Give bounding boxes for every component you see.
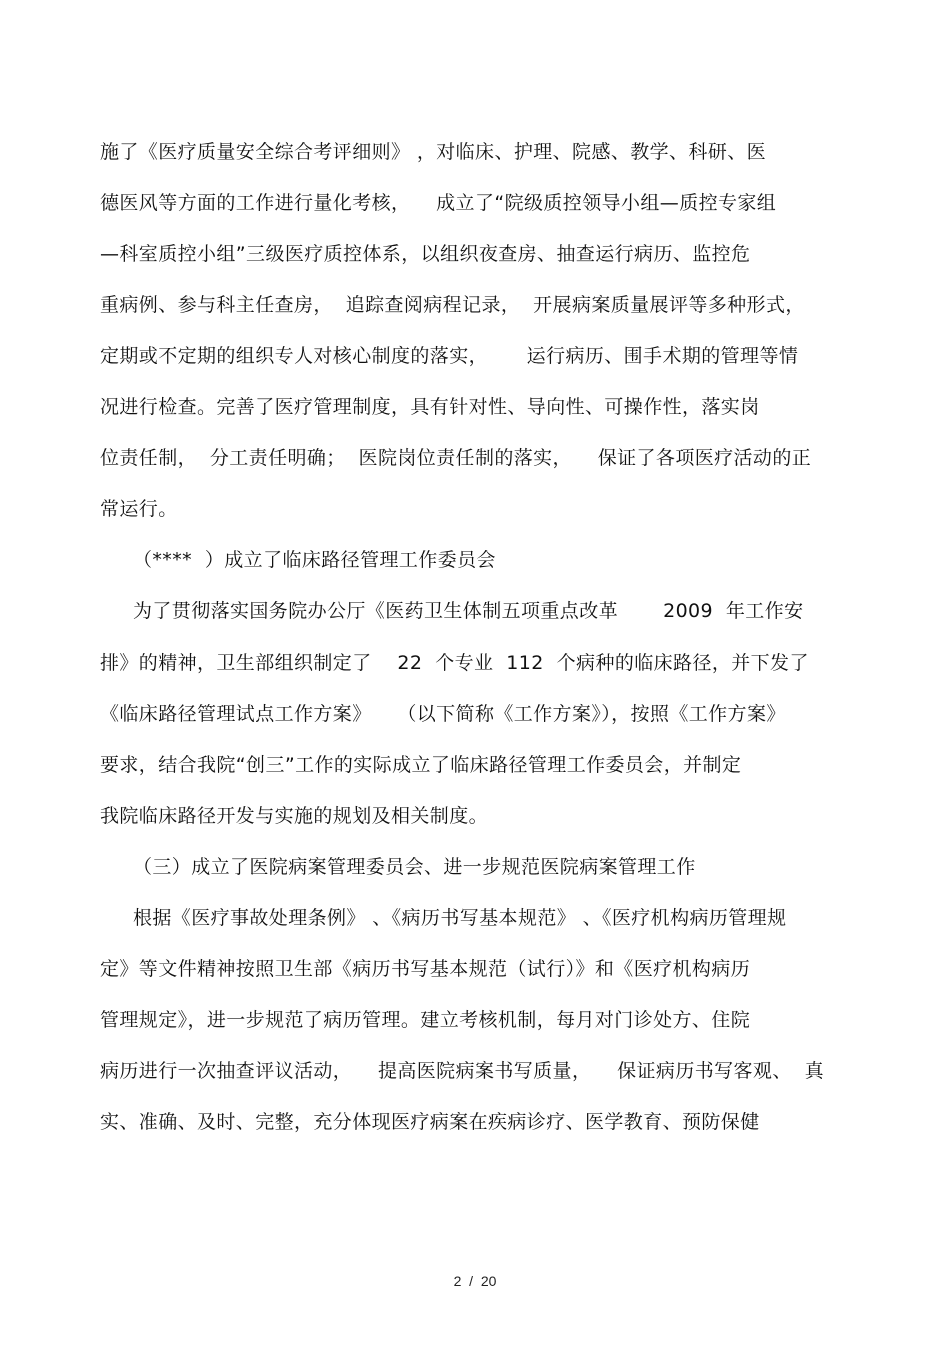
body-text-line: 德医风等方面的工作进行量化考核， 成立了“院级质控领导小组—质控专家组 [100,192,777,214]
body-text-line: 为了贯彻落实国务院办公厅《医药卫生体制五项重点改革 2009 年工作安 [133,600,804,622]
body-text-line: 定》等文件精神按照卫生部《病历书写基本规范（试行）》和《医疗机构病历 [100,958,751,980]
body-text-line: 我院临床路径开发与实施的规划及相关制度。 [100,805,489,827]
body-text-line: 况进行检查。完善了医疗管理制度，具有针对性、导向性、可操作性，落实岗 [100,396,760,418]
body-text-line: 常运行。 [100,498,178,520]
body-text-line: 病历进行一次抽查评议活动， 提高医院病案书写质量， 保证病历书写客观、 真 [100,1060,824,1082]
section-heading: （**** ）成立了临床路径管理工作委员会 [133,549,496,571]
body-text-line: 实、准确、及时、完整，充分体现医疗病案在疾病诊疗、医学教育、预防保健 [100,1111,760,1133]
body-text-line: 《临床路径管理试点工作方案》 （以下简称《工作方案》），按照《工作方案》 [100,703,786,725]
body-text-line: 根据《医疗事故处理条例》 、《病历书写基本规范》 、《医疗机构病历管理规 [133,907,787,929]
page-number: 2 / 20 [453,1273,497,1289]
body-text-line: 重病例、参与科主任查房， 追踪查阅病程记录， 开展病案质量展评等多种形式， [100,294,805,316]
section-heading: （三）成立了医院病案管理委员会、进一步规范医院病案管理工作 [133,856,696,878]
body-text-line: 要求，结合我院“创三”工作的实际成立了临床路径管理工作委员会，并制定 [100,754,742,776]
body-text-line: 定期或不定期的组织专人对核心制度的落实， 运行病历、围手术期的管理等情 [100,345,799,367]
body-text-line: 排》的精神，卫生部组织制定了 22 个专业 112 个病种的临床路径，并下发了 [100,652,809,674]
body-text-line: 位责任制， 分工责任明确； 医院岗位责任制的落实， 保证了各项医疗活动的正 [100,447,812,469]
body-text-line: —科室质控小组”三级医疗质控体系，以组织夜查房、抽查运行病历、监控危 [100,243,751,265]
body-text-line: 管理规定》，进一步规范了病历管理。建立考核机制，每月对门诊处方、住院 [100,1009,751,1031]
body-text-line: 施了《医疗质量安全综合考评细则》 ，对临床、护理、院感、教学、科研、医 [100,141,767,163]
